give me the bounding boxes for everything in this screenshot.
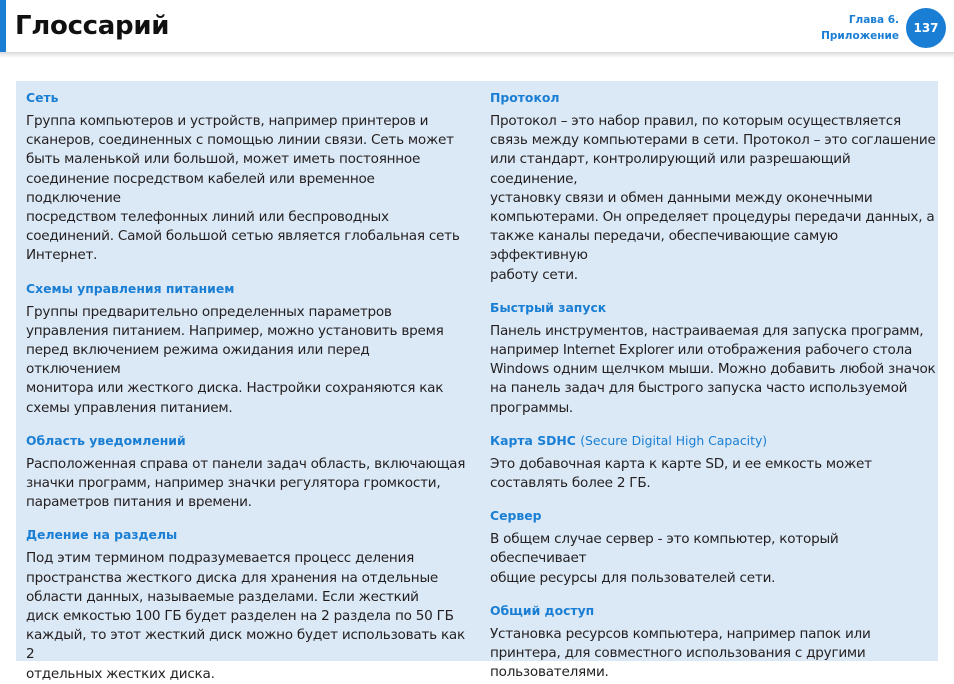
glossary-term — [490, 431, 936, 450]
glossary-definition-line: например Internet Explorer или отображения рабочего стола — [490, 342, 913, 359]
glossary-definition-line: соединений. Самой большой сетью является глобальная сеть — [26, 228, 460, 245]
glossary-term-text: Общий доступ — [490, 602, 595, 618]
glossary-definition-line: быть маленькой или большой, может иметь постоянное — [26, 151, 421, 168]
glossary-term — [490, 88, 936, 107]
glossary-definition-line: Это добавочная карта к карте SD, и ее емкость может — [490, 455, 872, 472]
glossary-definition-line: Расположенная справа от панели задач область, включающая — [26, 455, 466, 472]
glossary-definition-line: управления питанием. Например, можно установить время — [26, 322, 444, 339]
entry-spacer — [26, 512, 468, 525]
glossary-definition-line: принтера, для совместного использования с другими — [490, 645, 866, 662]
glossary-definition-line: монитора или жесткого диска. Настройки сохраняются как — [26, 380, 444, 397]
entry-spacer — [490, 588, 936, 601]
glossary-term — [26, 88, 468, 107]
glossary-term-note: (Secure Digital High Capacity) — [580, 432, 768, 448]
glossary-definition-line: соединение посредством кабелей или временное подключение — [26, 170, 375, 206]
glossary-definition-line: Панель инструментов, настраиваемая для запуска программ, — [490, 322, 924, 339]
glossary-definition-line: Группы предварительно определенных параметров — [26, 303, 392, 320]
glossary-term — [490, 601, 936, 620]
glossary-definition-line: параметров питания и времени. — [26, 494, 252, 511]
glossary-definition-line: установку связи и обмен данными между оконечными — [490, 189, 873, 206]
glossary-entry — [490, 431, 936, 493]
glossary-definition-line: составлять более 2 ГБ. — [490, 475, 651, 492]
header-divider — [0, 52, 954, 58]
glossary-term-text: Быстрый запуск — [490, 299, 607, 315]
glossary-definition-line: Установка ресурсов компьютера, например папок или — [490, 625, 871, 642]
glossary-definition-line: на панель задач для быстрого запуска часто используемой — [490, 380, 908, 397]
glossary-definition-line: программы. — [490, 399, 573, 416]
glossary-term-text: Протокол — [490, 90, 560, 105]
glossary-definition-line: сканеров, соединенных с помощью линии связи. Сеть может — [26, 132, 454, 149]
entry-spacer — [26, 418, 468, 431]
glossary-definition-line: Интернет. — [26, 247, 98, 264]
glossary-definition-line: диск емкостью 100 ГБ будет разделен на 2 раздела по 50 ГБ — [26, 608, 454, 625]
entry-spacer — [490, 418, 936, 431]
glossary-definition-line: В общем случае сервер - это компьютер, который обеспечивает — [490, 531, 839, 567]
glossary-term — [490, 298, 936, 317]
glossary-entry — [26, 279, 468, 418]
glossary-definition-line: отдельных жестких диска. — [26, 665, 215, 682]
glossary-definition-line: посредством телефонных линий или беспроводных — [26, 209, 389, 226]
entry-spacer — [490, 285, 936, 298]
glossary-term — [490, 506, 936, 525]
page-number-badge: 137 — [906, 8, 946, 48]
entry-spacer — [490, 493, 936, 506]
glossary-definition-line: связь между компьютерами в сети. Протокол – это соглашение — [490, 132, 936, 149]
glossary-definition-line: Группа компьютеров и устройств, например принтеров и — [26, 113, 429, 129]
glossary-definition-line: компьютерами. Он определяет процедуры передачи данных, а — [490, 209, 935, 226]
glossary-term-text: Область уведомлений — [26, 432, 186, 448]
glossary-definition-line: общие ресурсы для пользователей сети. — [490, 569, 776, 586]
glossary-term — [26, 431, 468, 450]
header-accent-bar — [0, 0, 6, 52]
glossary-definition-line: работу сети. — [490, 266, 578, 283]
glossary-definition-line: Windows одним щелчком мыши. Можно добавить любой значок — [490, 361, 936, 378]
glossary-entry — [490, 298, 936, 418]
glossary-term — [26, 525, 468, 544]
glossary-entry — [26, 431, 468, 513]
glossary-entry — [26, 88, 468, 266]
glossary-definition-line: перед включением режима ожидания или перед отключением — [26, 342, 370, 378]
glossary-definition-line: Под этим термином подразумевается процесс деления — [26, 550, 415, 567]
glossary-term-text: Карта SDHC — [490, 432, 576, 448]
glossary-definition-line: пространства жесткого диска для хранения на отдельные — [26, 569, 439, 586]
glossary-definition-line: Протокол – это набор правил, по которым осуществляется — [490, 113, 901, 129]
glossary-column-left — [26, 88, 468, 684]
glossary-definition-line: каждый, то этот жесткий диск можно будет использовать как 2 — [26, 627, 465, 663]
chapter-number: Глава 6. — [848, 14, 899, 26]
glossary-term — [26, 279, 468, 298]
glossary-entry — [490, 601, 936, 683]
glossary-definition-line: области данных, называемые разделами. Если жесткий — [26, 588, 419, 605]
glossary-column-right — [490, 88, 936, 682]
entry-spacer — [26, 266, 468, 279]
chapter-label — [821, 12, 899, 44]
page-title: Глоссарий — [15, 11, 170, 41]
glossary-entry — [490, 88, 936, 285]
glossary-definition-line: также каналы передачи, обеспечивающие самую эффективную — [490, 228, 838, 264]
chapter-name: Приложение — [821, 30, 899, 42]
glossary-definition-line: пользователями. — [490, 664, 609, 681]
glossary-definition-line: схемы управления питанием. — [26, 399, 233, 416]
glossary-entry — [26, 525, 468, 683]
glossary-term-text: Сервер — [490, 508, 542, 524]
glossary-term-text: Деление на разделы — [26, 527, 178, 543]
glossary-term-text: Схемы управления питанием — [26, 280, 235, 296]
glossary-entry — [490, 506, 936, 588]
glossary-definition-line: значки программ, например значки регулятора громкости, — [26, 475, 441, 492]
glossary-definition-line: или стандарт, контролирующий или разрешающий соединение, — [490, 151, 851, 187]
glossary-term-text: Сеть — [26, 90, 59, 105]
